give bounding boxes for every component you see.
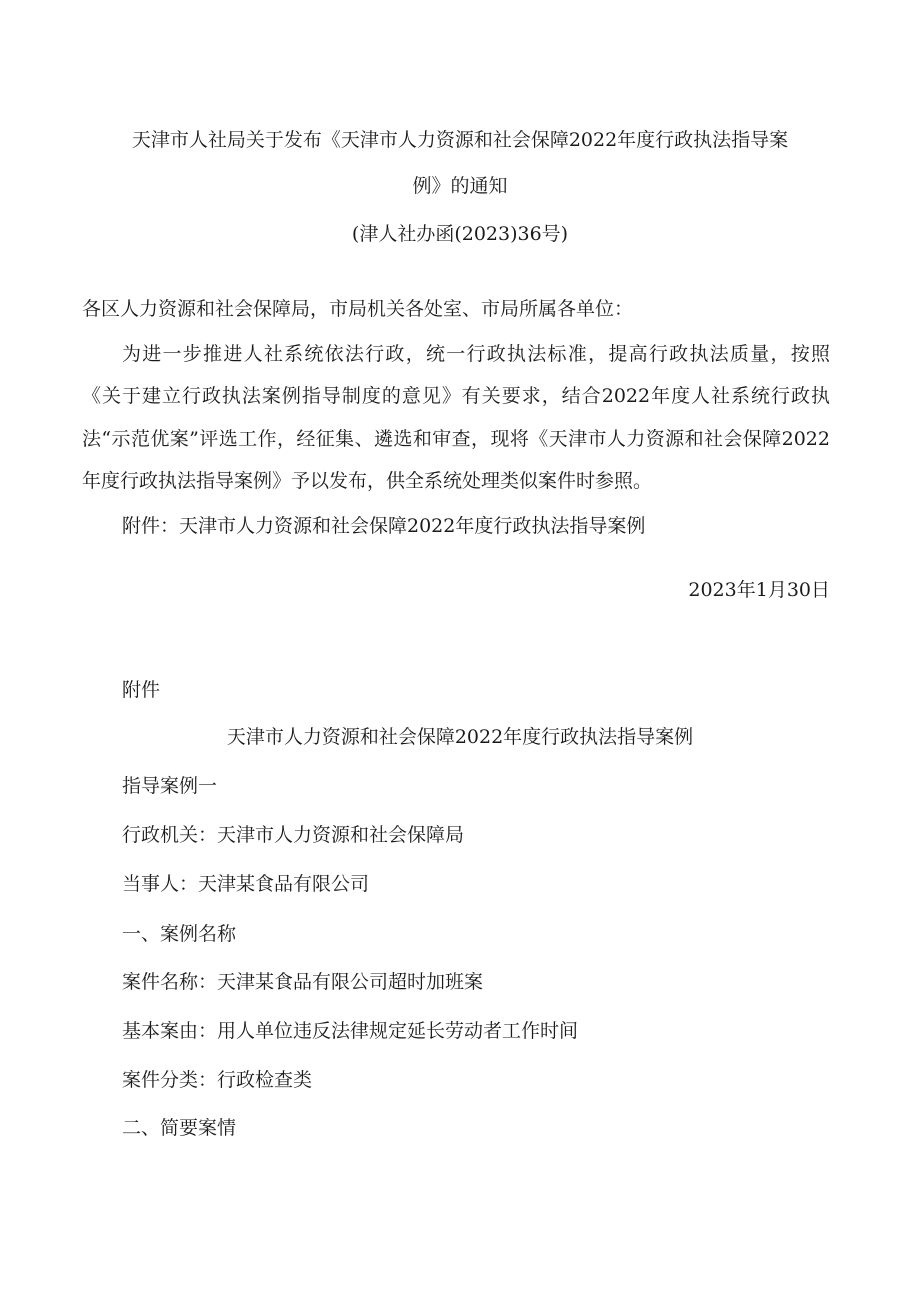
document-number: (津人社办函(2023)36号)	[351, 223, 569, 245]
case-basis: 基本案由：用人单位违反法律规定延长劳动者工作时间	[122, 1020, 579, 1042]
notice-title-line1: 天津市人社局关于发布《天津市人力资源和社会保障2022年度行政执法指导案	[131, 129, 789, 151]
party: 当事人：天津某食品有限公司	[122, 873, 370, 895]
body-line-2: 《关于建立行政执法案例指导制度的意见》有关要求，结合2022年度人社系统行政执	[82, 385, 830, 407]
notice-title-line2: 例》的通知	[412, 175, 508, 197]
salutation: 各区人力资源和社会保障局，市局机关各处室、市局所属各单位：	[82, 298, 634, 320]
attachment-title: 天津市人力资源和社会保障2022年度行政执法指导案例	[226, 726, 694, 748]
administrative-agency: 行政机关：天津市人力资源和社会保障局	[122, 824, 465, 846]
section-heading-2: 二、简要案情	[122, 1117, 237, 1139]
attachment-note: 附件：天津市人力资源和社会保障2022年度行政执法指导案例	[122, 515, 646, 537]
section-heading-1: 一、案例名称	[122, 923, 237, 945]
case-label: 指导案例一	[122, 775, 218, 797]
body-line-4: 年度行政执法指导案例》予以发布，供全系统处理类似案件时参照。	[82, 470, 653, 492]
issue-date: 2023年1月30日	[688, 579, 830, 601]
attachment-label: 附件	[122, 679, 161, 701]
body-line-3: 法“示范优案”评选工作，经征集、遴选和审查，现将《天津市人力资源和社会保障2022	[82, 428, 830, 450]
body-line-1: 为进一步推进人社系统依法行政，统一行政执法标准，提高行政执法质量，按照	[122, 343, 830, 365]
case-name: 案件名称：天津某食品有限公司超时加班案	[122, 971, 484, 993]
case-category: 案件分类：行政检查类	[122, 1069, 313, 1091]
